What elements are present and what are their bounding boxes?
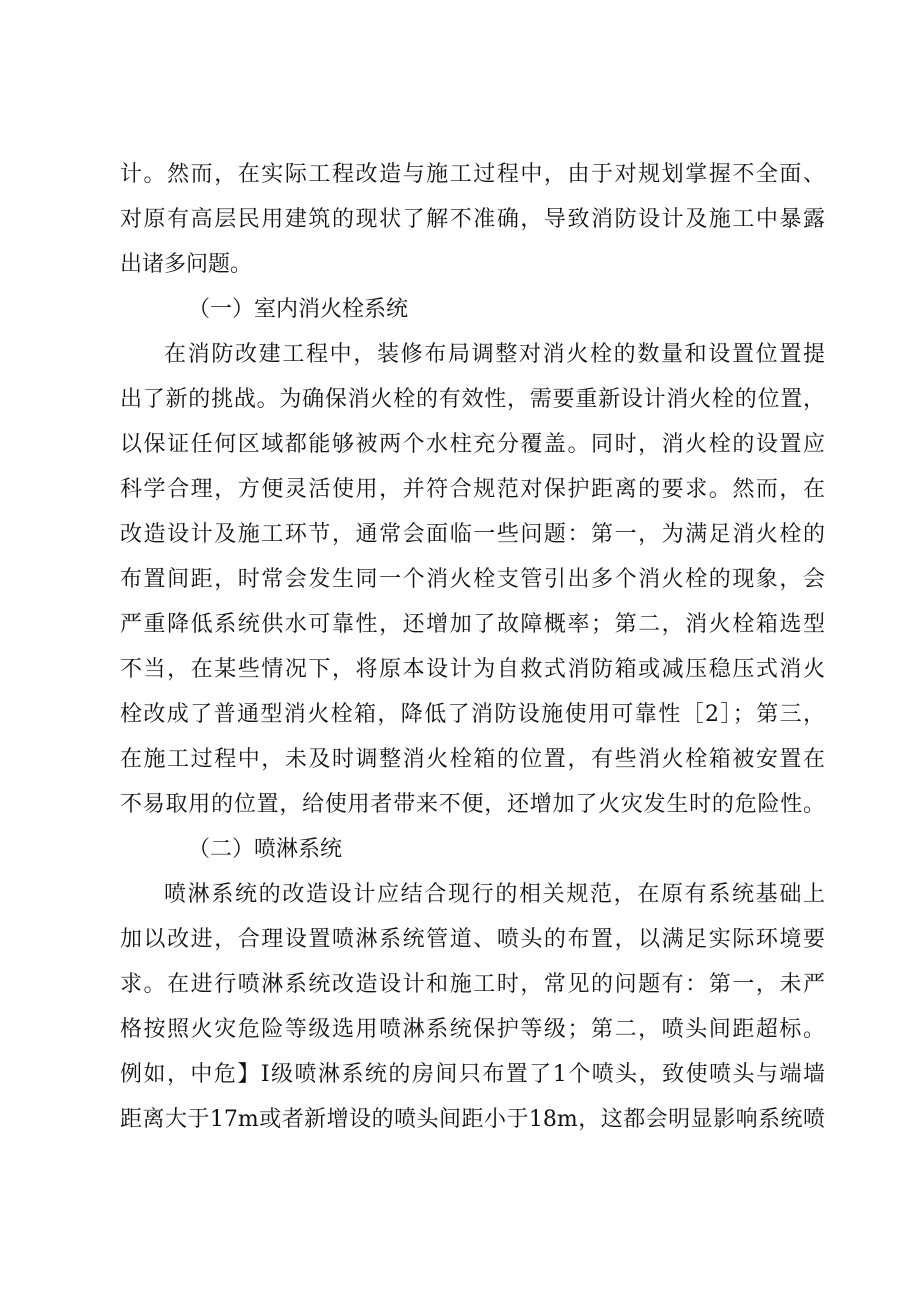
text-line: 以保证任何区域都能够被两个水柱充分覆盖。同时，消火栓的设置应 bbox=[120, 432, 825, 457]
text-line: 对原有高层民用建筑的现状了解不准确，导致消防设计及施工中暴露 bbox=[120, 207, 825, 232]
text-line: 加以改进，合理设置喷淋系统管道、喷头的布置，以满足实际环境要 bbox=[120, 927, 825, 952]
text-line: 计。然而，在实际工程改造与施工过程中，由于对规划掌握不全面、 bbox=[120, 162, 825, 187]
text-line: 在消防改建工程中，装修布局调整对消火栓的数量和设置位置提 bbox=[164, 342, 825, 367]
text-line: 距离大于17m或者新增设的喷头间距小于18m，这都会明显影响系统喷 bbox=[120, 1107, 825, 1132]
paragraph-hydrant bbox=[120, 332, 825, 827]
text-line: 不当，在某些情况下，将原本设计为自救式消防箱或减压稳压式消火 bbox=[120, 657, 825, 682]
text-line: 例如，中危】I级喷淋系统的房间只布置了1个喷头，致使喷头与端墙 bbox=[120, 1062, 825, 1087]
text-line: 出诸多问题。 bbox=[120, 252, 253, 277]
text-line: 格按照火灾危险等级选用喷淋系统保护等级；第二，喷头间距超标。 bbox=[120, 1017, 825, 1042]
section-heading-sprinkler: （二）喷淋系统 bbox=[188, 837, 343, 862]
text-line: 喷淋系统的改造设计应结合现行的相关规范，在原有系统基础上 bbox=[164, 882, 825, 907]
body-text bbox=[120, 152, 825, 1142]
text-line: 严重降低系统供水可靠性，还增加了故障概率；第二，消火栓箱选型 bbox=[120, 612, 825, 637]
section-heading-hydrant: （一）室内消火栓系统 bbox=[188, 297, 409, 322]
text-line: 求。在进行喷淋系统改造设计和施工时，常见的问题有：第一，未严 bbox=[120, 972, 825, 997]
text-line: 出了新的挑战。为确保消火栓的有效性，需要重新设计消火栓的位置， bbox=[120, 387, 825, 412]
text-line: 在施工过程中，未及时调整消火栓箱的位置，有些消火栓箱被安置在 bbox=[120, 747, 825, 772]
paragraph-sprinkler bbox=[120, 872, 825, 1142]
text-line: 不易取用的位置，给使用者带来不便，还增加了火灾发生时的危险性。 bbox=[120, 792, 825, 817]
text-line: 科学合理，方便灵活使用，并符合规范对保护距离的要求。然而，在 bbox=[120, 477, 825, 502]
text-line: 改造设计及施工环节，通常会面临一些问题：第一，为满足消火栓的 bbox=[120, 522, 825, 547]
text-line: 栓改成了普通型消火栓箱，降低了消防设施使用可靠性［2］；第三， bbox=[120, 702, 825, 727]
text-line: 布置间距，时常会发生同一个消火栓支管引出多个消火栓的现象，会 bbox=[120, 567, 825, 592]
paragraph-intro bbox=[120, 152, 825, 287]
